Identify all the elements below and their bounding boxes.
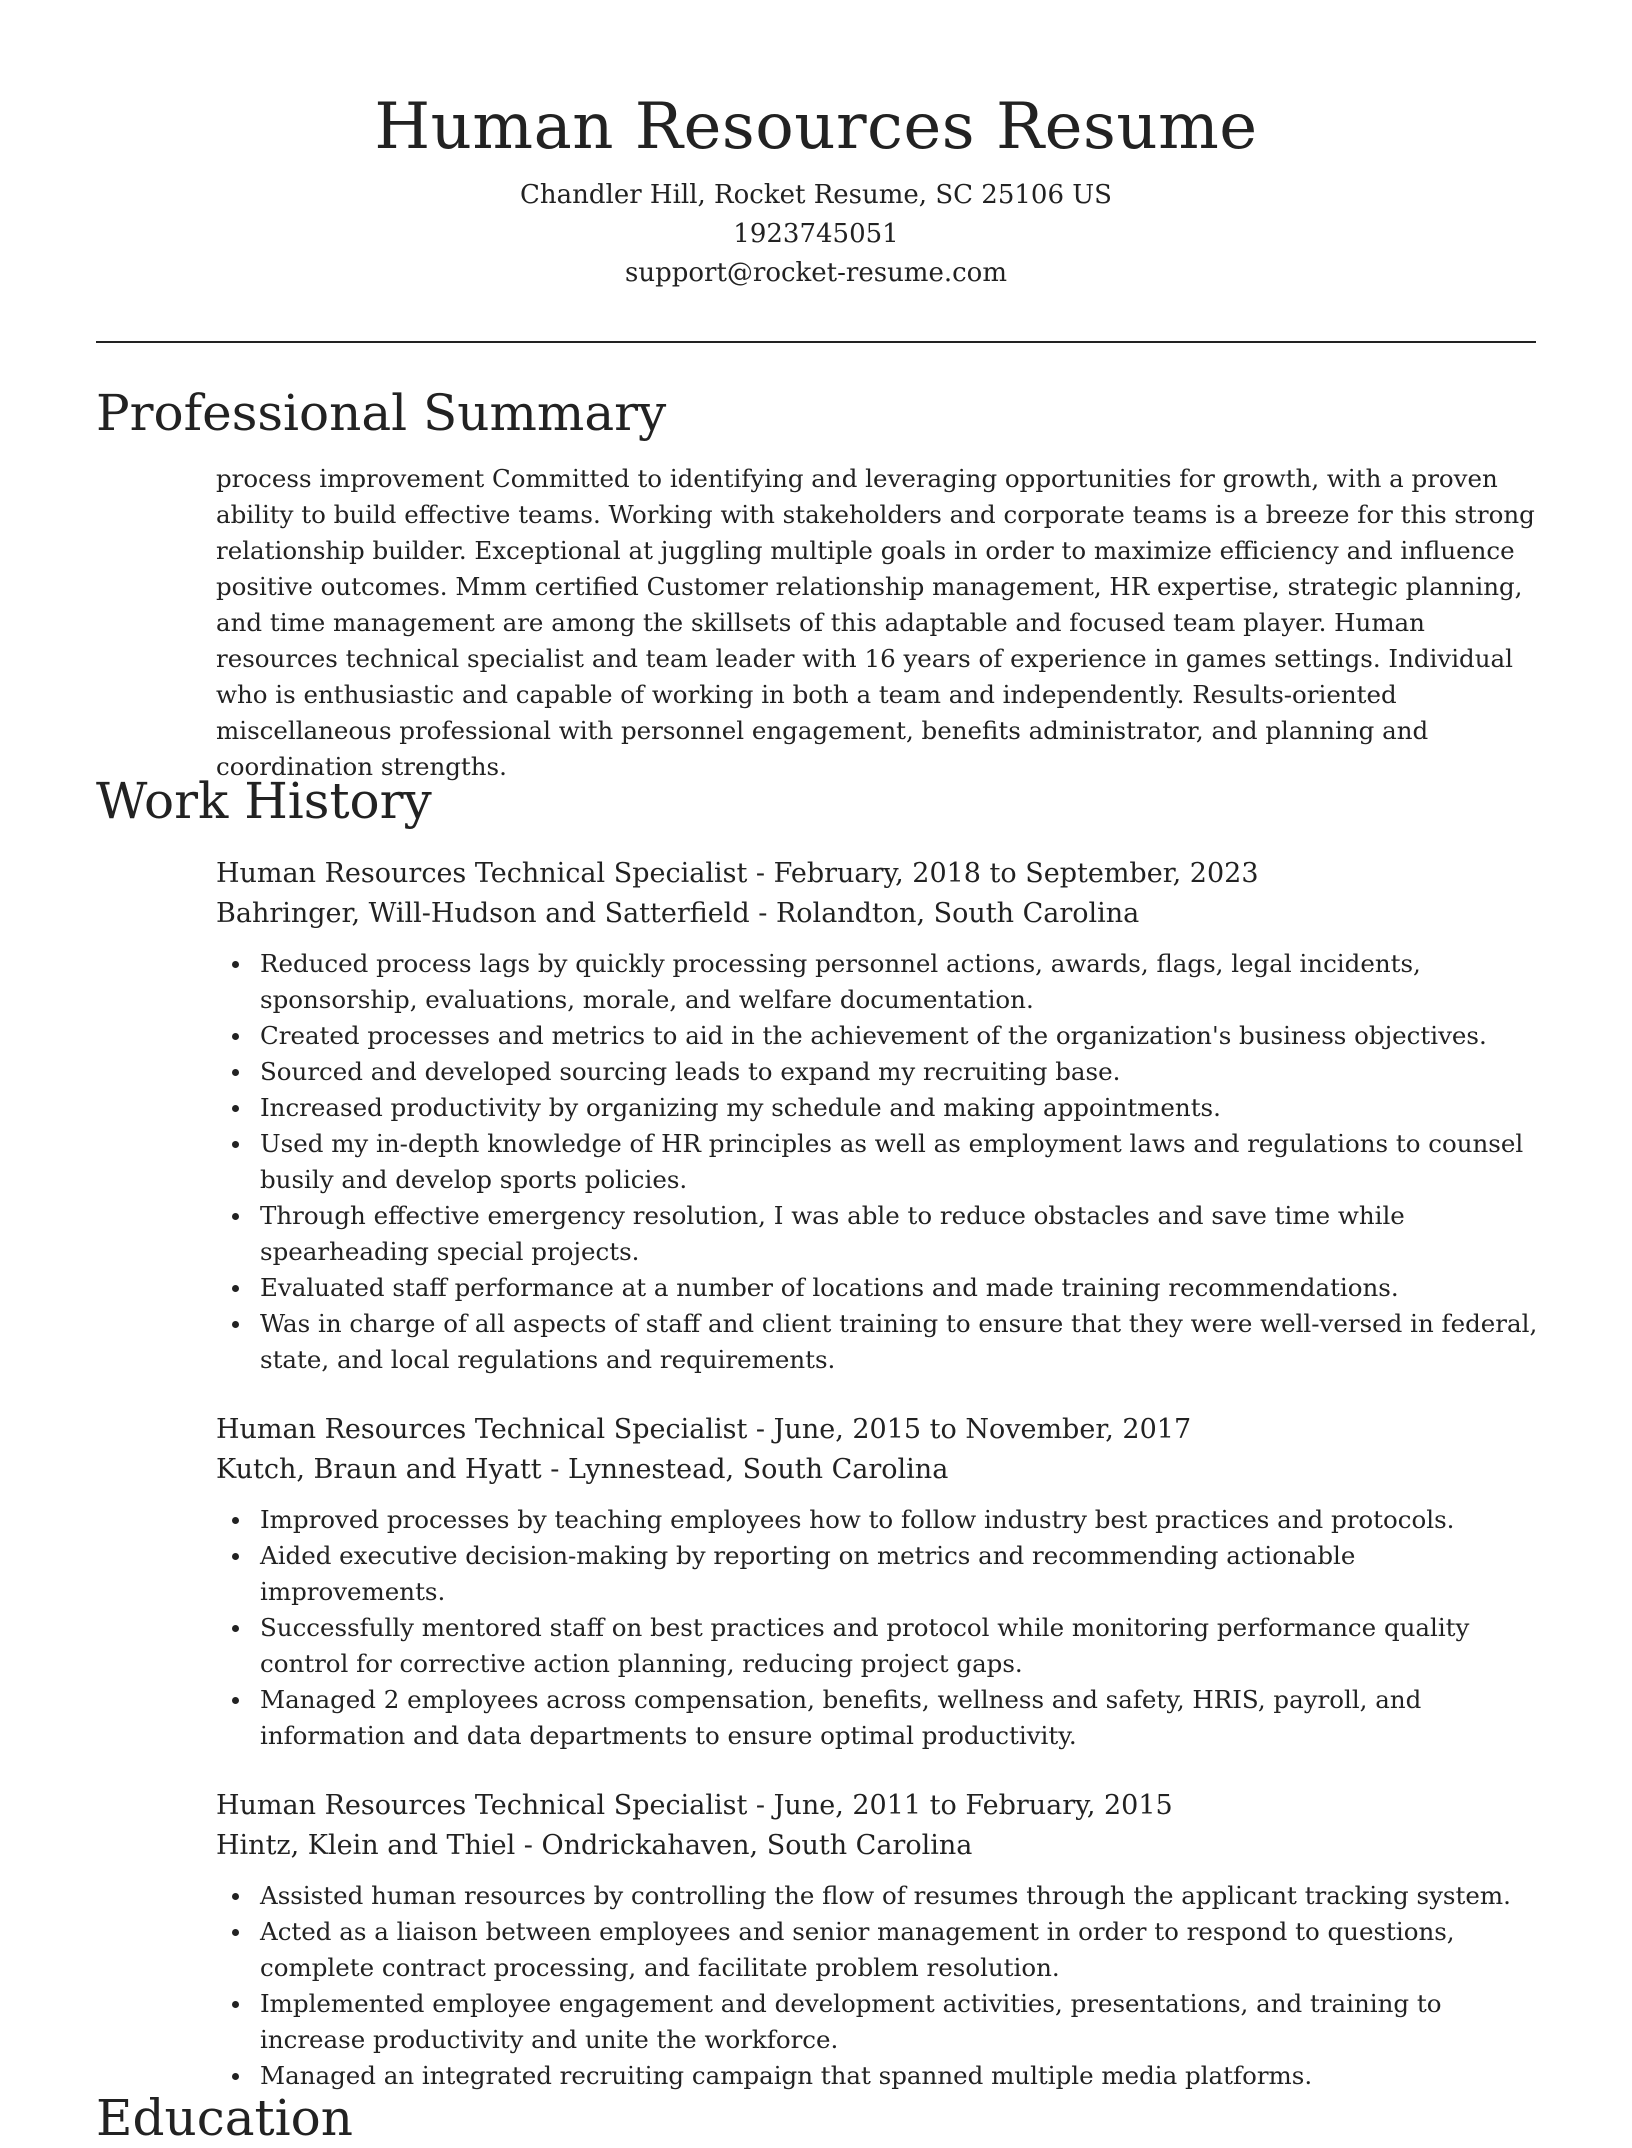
job-dates: June, 2015 to November, 2017 [773, 1414, 1192, 1445]
resume-title: Human Resources Resume [374, 90, 1258, 164]
job-dates: February, 2018 to September, 2023 [773, 858, 1259, 889]
job-company-line [216, 1826, 1541, 1866]
contact-address: Chandler Hill, Rocket Resume, SC 25106 US [519, 180, 1112, 210]
job-bullets [216, 1502, 1541, 1754]
separator: - [747, 1790, 774, 1821]
work-history-list [216, 854, 1541, 2126]
separator: - [541, 1454, 568, 1485]
list-item: Used my in-depth knowledge of HR principles as well as employment laws and regulations to counsel busily and develop sports policies. [260, 1126, 1541, 1198]
list-item: Increased productivity by organizing my schedule and making appointments. [260, 1090, 1541, 1126]
job-bullets [216, 1878, 1541, 2094]
contact-info [0, 176, 1632, 293]
summary-heading: Professional Summary [96, 384, 667, 442]
job-company: Hintz, Klein and Thiel [216, 1830, 516, 1861]
separator: - [747, 1414, 774, 1445]
job-company: Kutch, Braun and Hyatt [216, 1454, 542, 1485]
list-item: Managed an integrated recruiting campaign that spanned multiple media platforms. [260, 2058, 1541, 2094]
list-item: Was in charge of all aspects of staff and client training to ensure that they were well-versed in federal, state, and local regulations and requirements. [260, 1306, 1541, 1378]
job-location: Lynnestead, South Carolina [567, 1454, 949, 1485]
job-company-line [216, 894, 1541, 934]
list-item: Improved processes by teaching employees how to follow industry best practices and protocols. [260, 1502, 1541, 1538]
contact-phone: 1923745051 [733, 219, 899, 249]
job-company: Bahringer, Will-Hudson and Satterfield [216, 898, 750, 929]
list-item: Evaluated staff performance at a number of locations and made training recommendations. [260, 1270, 1541, 1306]
separator: - [515, 1830, 542, 1861]
job-entry [216, 854, 1541, 1378]
job-title: Human Resources Technical Specialist [216, 1790, 748, 1821]
job-entry [216, 1786, 1541, 2094]
job-dates: June, 2011 to February, 2015 [773, 1790, 1173, 1821]
list-item: Successfully mentored staff on best practices and protocol while monitoring performance quality control for corrective action planning, reducing project gaps. [260, 1610, 1541, 1682]
summary-text: process improvement Committed to identifying and leveraging opportunities for growth, with a proven ability to build effective teams. Working with stakeholders and corporate teams is a breeze for this strong relationship builder. Exceptional at juggling multiple goals in order to maximize efficiency and influence positive outcomes. Mmm certified Customer relationship management, HR expertise, strategic planning, and time management are among the skillsets of this adaptable and focused team player. Human resources technical specialist and team leader with 16 years of experience in games settings. Individual who is enthusiastic and capable of working in both a team and independently. Results-oriented miscellaneous professional with personnel engagement, benefits administrator, and planning and coordination strengths. [216, 464, 1535, 781]
job-title: Human Resources Technical Specialist [216, 1414, 748, 1445]
list-item: Reduced process lags by quickly processing personnel actions, awards, flags, legal incidents, sponsorship, evaluations, morale, and welfare documentation. [260, 946, 1541, 1018]
job-title: Human Resources Technical Specialist [216, 858, 748, 889]
contact-email[interactable]: support@rocket-resume.com [624, 258, 1007, 288]
header-divider [96, 341, 1536, 343]
separator: - [749, 898, 776, 929]
list-item: Through effective emergency resolution, I was able to reduce obstacles and save time while spearheading special projects. [260, 1198, 1541, 1270]
job-title-line [216, 854, 1541, 894]
separator: - [747, 858, 774, 889]
list-item: Aided executive decision-making by reporting on metrics and recommending actionable improvements. [260, 1538, 1541, 1610]
job-company-line [216, 1450, 1541, 1490]
resume-header [0, 0, 1632, 293]
list-item: Acted as a liaison between employees and senior management in order to respond to questions, complete contract processing, and facilitate problem resolution. [260, 1914, 1541, 1986]
job-title-line [216, 1410, 1541, 1450]
list-item: Managed 2 employees across compensation, benefits, wellness and safety, HRIS, payroll, and information and data departments to ensure optimal productivity. [260, 1682, 1541, 1754]
list-item: Assisted human resources by controlling the flow of resumes through the applicant tracking system. [260, 1878, 1541, 1914]
job-entry [216, 1410, 1541, 1754]
job-title-line [216, 1786, 1541, 1826]
work-history-heading: Work History [96, 772, 432, 830]
list-item: Created processes and metrics to aid in the achievement of the organization's business objectives. [260, 1018, 1541, 1054]
education-heading: Education [96, 2089, 353, 2147]
job-bullets [216, 946, 1541, 1378]
job-location: Rolandton, South Carolina [775, 898, 1140, 929]
list-item: Implemented employee engagement and development activities, presentations, and training to increase productivity and unite the workforce. [260, 1986, 1541, 2058]
job-location: Ondrickahaven, South Carolina [541, 1830, 973, 1861]
list-item: Sourced and developed sourcing leads to expand my recruiting base. [260, 1054, 1541, 1090]
